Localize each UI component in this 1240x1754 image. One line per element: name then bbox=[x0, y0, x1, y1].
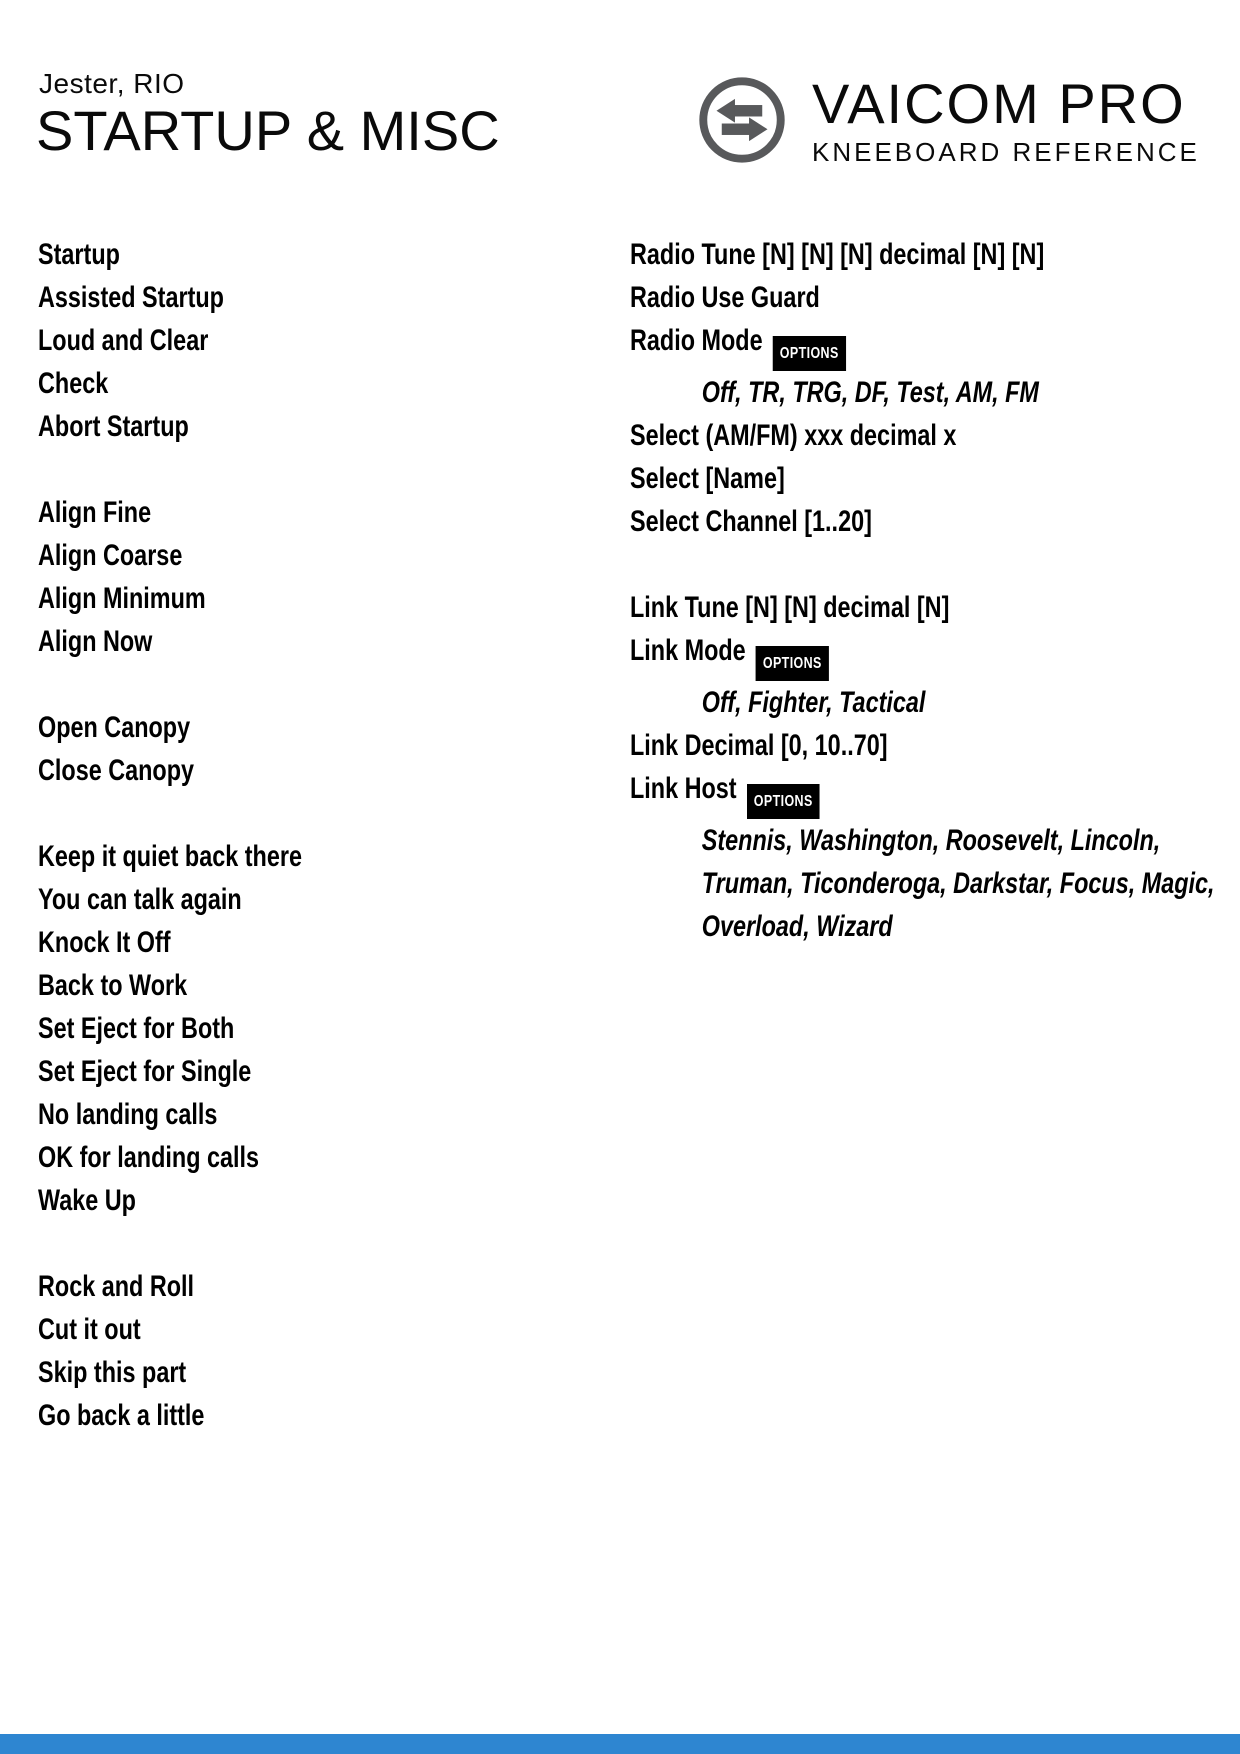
command-text: Open Canopy bbox=[38, 711, 191, 744]
command-line bbox=[38, 1308, 302, 1351]
command-text: Off, Fighter, Tactical bbox=[701, 686, 926, 719]
brand-name: VAICOM PRO bbox=[812, 72, 1186, 135]
command-line bbox=[630, 276, 1215, 319]
command-group bbox=[38, 1265, 376, 1437]
footer-color-bar bbox=[0, 1734, 1240, 1754]
command-line bbox=[38, 233, 302, 276]
page-subtitle: Jester, RIO bbox=[39, 68, 185, 99]
command-text: Radio Tune [N] [N] [N] decimal [N] [N] bbox=[630, 238, 1045, 271]
command-text: Back to Work bbox=[38, 969, 188, 1002]
command-line bbox=[38, 1050, 302, 1093]
command-line bbox=[630, 629, 1215, 681]
command-text: Abort Startup bbox=[38, 410, 189, 443]
transfer-arrows-icon bbox=[698, 76, 786, 164]
command-text: Stennis, Washington, Roosevelt, Lincoln, bbox=[701, 824, 1161, 857]
command-text: Select Channel [1..20] bbox=[630, 505, 872, 538]
right-command-column bbox=[630, 233, 1240, 948]
command-text: Select [Name] bbox=[630, 462, 785, 495]
command-line bbox=[38, 491, 302, 534]
command-text: Overload, Wizard bbox=[701, 910, 893, 943]
command-line bbox=[38, 1394, 302, 1437]
options-values-line bbox=[630, 819, 1215, 862]
command-text: Link Host bbox=[630, 772, 737, 805]
command-line bbox=[38, 1179, 302, 1222]
command-text: Cut it out bbox=[38, 1313, 141, 1346]
command-line bbox=[38, 577, 302, 620]
command-line bbox=[630, 724, 1215, 767]
command-line bbox=[38, 749, 302, 792]
command-text: Radio Mode bbox=[630, 324, 763, 357]
command-text: Align Minimum bbox=[38, 582, 206, 615]
command-text: Radio Use Guard bbox=[630, 281, 820, 314]
command-line bbox=[38, 878, 302, 921]
command-text: Go back a little bbox=[38, 1399, 205, 1432]
vaicom-logo bbox=[698, 72, 1200, 168]
command-line bbox=[38, 405, 302, 448]
command-text: Rock and Roll bbox=[38, 1270, 195, 1303]
command-line bbox=[38, 835, 302, 878]
command-text: Set Eject for Both bbox=[38, 1012, 235, 1045]
options-values-line bbox=[630, 681, 1215, 724]
command-group bbox=[630, 586, 1240, 948]
command-text: Close Canopy bbox=[38, 754, 195, 787]
command-text: Knock It Off bbox=[38, 926, 171, 959]
command-text: You can talk again bbox=[38, 883, 242, 916]
command-line bbox=[630, 457, 1215, 500]
command-line bbox=[630, 319, 1215, 371]
command-text: Off, TR, TRG, DF, Test, AM, FM bbox=[701, 376, 1039, 409]
command-text: Set Eject for Single bbox=[38, 1055, 252, 1088]
command-line bbox=[38, 362, 302, 405]
command-line bbox=[38, 1136, 302, 1179]
command-line bbox=[38, 706, 302, 749]
options-values-line bbox=[630, 905, 1215, 948]
command-line bbox=[630, 414, 1215, 457]
command-line bbox=[38, 620, 302, 663]
command-line bbox=[38, 964, 302, 1007]
command-text: Link Tune [N] [N] decimal [N] bbox=[630, 591, 950, 624]
options-values-line bbox=[630, 371, 1215, 414]
options-badge: OPTIONS bbox=[747, 784, 820, 819]
command-text: Align Now bbox=[38, 625, 153, 658]
command-text: Align Fine bbox=[38, 496, 152, 529]
command-line bbox=[38, 921, 302, 964]
command-text: Check bbox=[38, 367, 109, 400]
command-group bbox=[38, 233, 376, 448]
command-text: Link Mode bbox=[630, 634, 746, 667]
command-line bbox=[38, 1093, 302, 1136]
command-text: Keep it quiet back there bbox=[38, 840, 302, 873]
command-text: OK for landing calls bbox=[38, 1141, 260, 1174]
command-line bbox=[38, 319, 302, 362]
page-title: STARTUP & MISC bbox=[36, 99, 500, 162]
options-badge: OPTIONS bbox=[773, 336, 846, 371]
command-line bbox=[630, 586, 1215, 629]
command-group bbox=[630, 233, 1240, 543]
options-badge: OPTIONS bbox=[756, 646, 829, 681]
logo-text bbox=[812, 72, 1200, 168]
command-line bbox=[38, 534, 302, 577]
left-command-column bbox=[38, 233, 376, 1437]
command-text: Link Decimal [0, 10..70] bbox=[630, 729, 888, 762]
command-text: Startup bbox=[38, 238, 120, 271]
command-group bbox=[38, 491, 376, 663]
command-line bbox=[630, 767, 1215, 819]
command-group bbox=[38, 706, 376, 792]
command-line bbox=[38, 1007, 302, 1050]
command-line bbox=[630, 233, 1215, 276]
options-values-line bbox=[630, 862, 1215, 905]
command-text: Wake Up bbox=[38, 1184, 136, 1217]
command-line bbox=[38, 276, 302, 319]
command-group bbox=[38, 835, 376, 1222]
command-text: No landing calls bbox=[38, 1098, 218, 1131]
command-text: Assisted Startup bbox=[38, 281, 224, 314]
command-text: Loud and Clear bbox=[38, 324, 209, 357]
command-text: Select (AM/FM) xxx decimal x bbox=[630, 419, 957, 452]
command-text: Truman, Ticonderoga, Darkstar, Focus, Magic, bbox=[701, 867, 1215, 900]
brand-tagline: KNEEBOARD REFERENCE bbox=[812, 137, 1200, 167]
command-line bbox=[38, 1351, 302, 1394]
command-text: Skip this part bbox=[38, 1356, 187, 1389]
command-text: Align Coarse bbox=[38, 539, 183, 572]
command-line bbox=[630, 500, 1215, 543]
command-line bbox=[38, 1265, 302, 1308]
